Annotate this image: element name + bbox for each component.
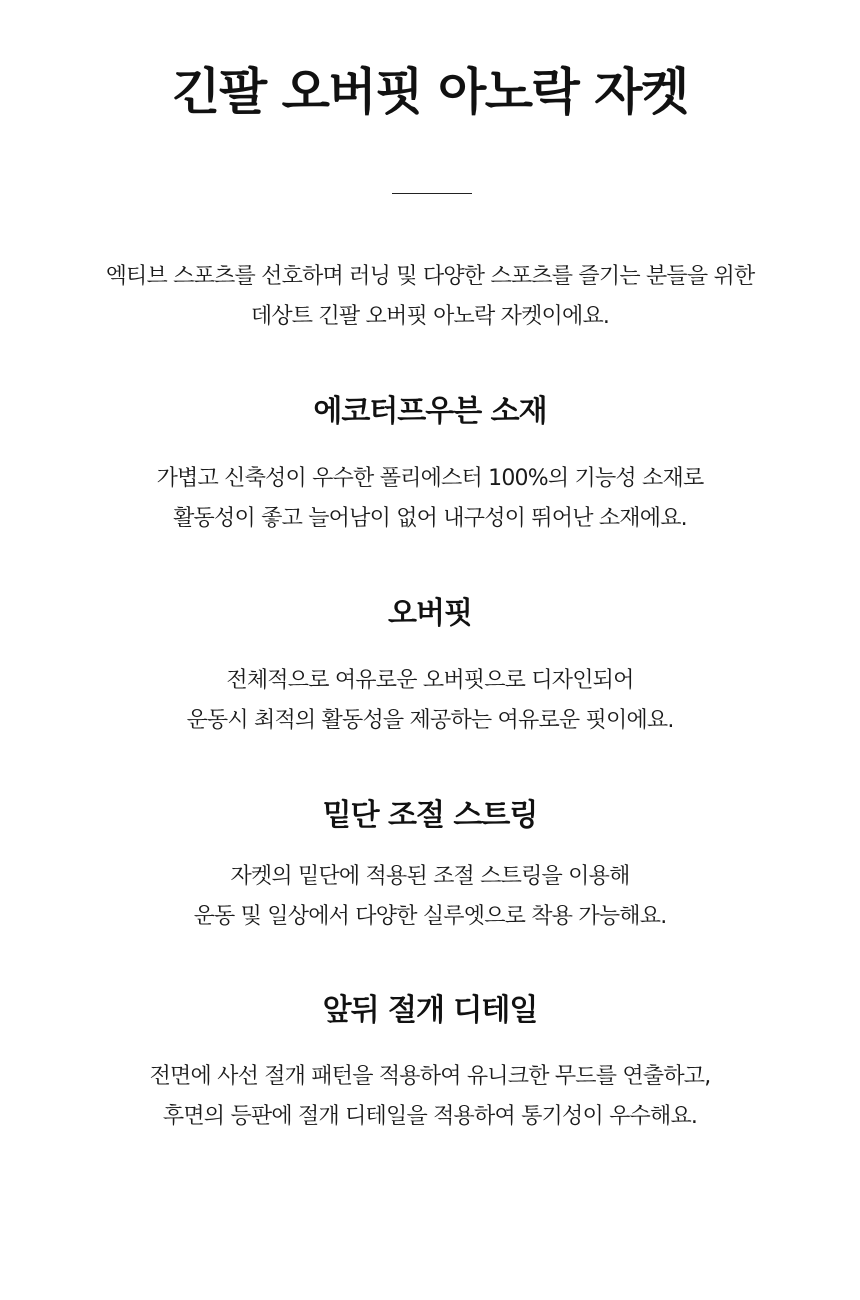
section-cut-detail-line-1: 전면에 사선 절개 패턴을 적용하여 유니크한 무드를 연출하고, — [149, 1064, 711, 1089]
section-material-line-2: 활동성이 좋고 늘어남이 없어 내구성이 뛰어난 소재에요. — [173, 506, 687, 531]
section-heading-overfit: 오버핏 — [388, 596, 472, 631]
section-material-line-1: 가볍고 신축성이 우수한 폴리에스터 100%의 기능성 소재로 — [156, 466, 704, 491]
section-description-material — [0, 459, 860, 539]
section-hem-string-line-1: 자켓의 밑단에 적용된 조절 스트링을 이용해 — [230, 864, 630, 889]
section-hem-string-line-2: 운동 및 일상에서 다양한 실루엣으로 착용 가능해요. — [193, 904, 667, 929]
section-heading-hem-string: 밑단 조절 스트링 — [322, 798, 538, 833]
intro-line-2: 데상트 긴팔 오버핏 아노락 자켓이에요. — [250, 304, 610, 329]
product-title: 긴팔 오버핏 아노락 자켓 — [172, 63, 688, 121]
section-description-hem-string — [0, 857, 860, 937]
section-description-overfit — [0, 661, 860, 741]
section-description-cut-detail — [0, 1057, 860, 1137]
section-overfit-line-1: 전체적으로 여유로운 오버핏으로 디자인되어 — [226, 668, 634, 693]
section-overfit-line-2: 운동시 최적의 활동성을 제공하는 여유로운 핏이에요. — [186, 708, 674, 733]
title-divider — [392, 193, 472, 194]
section-heading-cut-detail: 앞뒤 절개 디테일 — [322, 993, 538, 1028]
intro-line-1: 엑티브 스포츠를 선호하며 러닝 및 다양한 스포츠를 즐기는 분들을 위한 — [105, 264, 755, 289]
intro-description — [0, 257, 860, 337]
section-cut-detail-line-2: 후면의 등판에 절개 디테일을 적용하여 통기성이 우수해요. — [162, 1104, 698, 1129]
section-heading-material: 에코터프우븐 소재 — [313, 394, 547, 429]
